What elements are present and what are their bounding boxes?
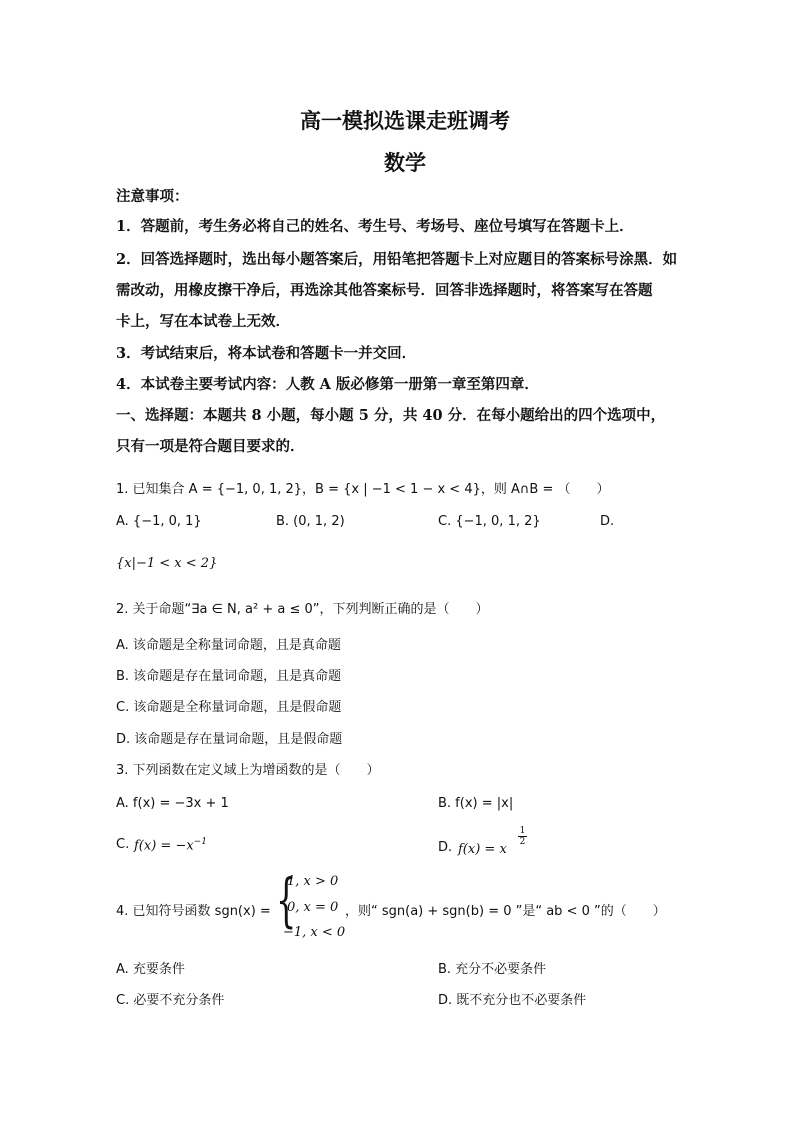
question-3-option-c-label: C. <box>116 837 130 852</box>
exam-title: 高一模拟选课走班调考 <box>300 108 510 133</box>
question-1-option-d-value: {x|−1 < x < 2} <box>116 556 218 571</box>
piecewise-case-1: 1, x > 0 <box>287 874 339 889</box>
note-3: 3．考试结束后，将本试卷和答题卡一并交回． <box>116 345 417 362</box>
subject-title: 数学 <box>384 150 426 175</box>
question-3-option-c-exponent: −1 <box>193 837 207 847</box>
section-heading-line-1: 一、选择题：本题共 8 小题，每小题 5 分，共 40 分．在每小题给出的四个选项中， <box>116 407 666 424</box>
question-3-option-d-label: D. <box>438 840 453 855</box>
question-4-option-a: A. 充要条件 <box>116 962 185 977</box>
question-2-option-c: C. 该命题是全称量词命题，且是假命题 <box>116 700 342 715</box>
question-3-option-b: B. f(x) = |x| <box>438 796 514 811</box>
note-2-line-3: 卡上，写在本试卷上无效． <box>116 313 290 330</box>
question-3-option-c-formula <box>134 837 207 853</box>
piecewise-case-3: −1, x < 0 <box>283 925 346 940</box>
question-2-option-d: D. 该命题是存在量词命题，且是假命题 <box>116 732 343 747</box>
question-2-option-b: B. 该命题是存在量词命题，且是真命题 <box>116 669 342 684</box>
question-1-option-c: C. {−1, 0, 1, 2} <box>438 514 541 529</box>
question-3-option-d-base: f(x) = x <box>458 842 507 857</box>
question-2-option-a: A. 该命题是全称量词命题，且是真命题 <box>116 638 341 653</box>
section-heading-line-2: 只有一项是符合题目要求的． <box>116 438 305 455</box>
note-2-line-2: 需改动，用橡皮擦干净后，再选涂其他答案标号．回答非选择题时，将答案写在答题 <box>116 282 653 299</box>
question-1-stem: 1. 已知集合 A = {−1, 0, 1, 2}，B = {x | −1 < 1 − x < 4}，则 A∩B = （ ） <box>116 482 610 497</box>
note-2-line-1: 2．回答选择题时，选出每小题答案后，用铅笔把答题卡上对应题目的答案标号涂黑．如 <box>116 251 678 268</box>
question-3-option-a: A. f(x) = −3x + 1 <box>116 796 229 811</box>
question-2-stem: 2. 关于命题“∃a ∈ N, a² + a ≤ 0”，下列判断正确的是（ ） <box>116 602 489 617</box>
note-1: 1．答题前，考生务必将自己的姓名、考生号、考场号、座位号填写在答题卡上． <box>116 218 634 235</box>
question-3-option-d-formula <box>458 842 507 857</box>
question-1-option-a: A. {−1, 0, 1} <box>116 514 202 529</box>
notes-heading: 注意事项： <box>116 188 189 205</box>
question-4-option-b: B. 充分不必要条件 <box>438 962 547 977</box>
question-1-option-d-label: D. <box>600 514 615 529</box>
question-4-option-c: C. 必要不充分条件 <box>116 993 225 1008</box>
question-3-stem: 3. 下列函数在定义域上为增函数的是（ ） <box>116 763 380 778</box>
question-3-option-d-exponent <box>518 826 527 847</box>
question-4-prefix: 4. 已知符号函数 sgn(x) = <box>116 904 271 919</box>
question-1-option-b: B. (0, 1, 2) <box>276 514 345 529</box>
question-4-suffix: ，则“ sgn(a) + sgn(b) = 0 ”是“ ab < 0 ”的（ ） <box>345 904 666 919</box>
piecewise-case-2: 0, x = 0 <box>287 900 339 915</box>
exponent-denominator: 2 <box>519 837 526 847</box>
note-4: 4．本试卷主要考试内容：人教 A 版必修第一册第一章至第四章． <box>116 376 539 393</box>
question-3-option-c-base: f(x) = −x <box>134 838 194 854</box>
question-4-option-d: D. 既不充分也不必要条件 <box>438 993 587 1008</box>
exponent-numerator: 1 <box>519 826 526 836</box>
piecewise-brace: { <box>276 866 297 934</box>
